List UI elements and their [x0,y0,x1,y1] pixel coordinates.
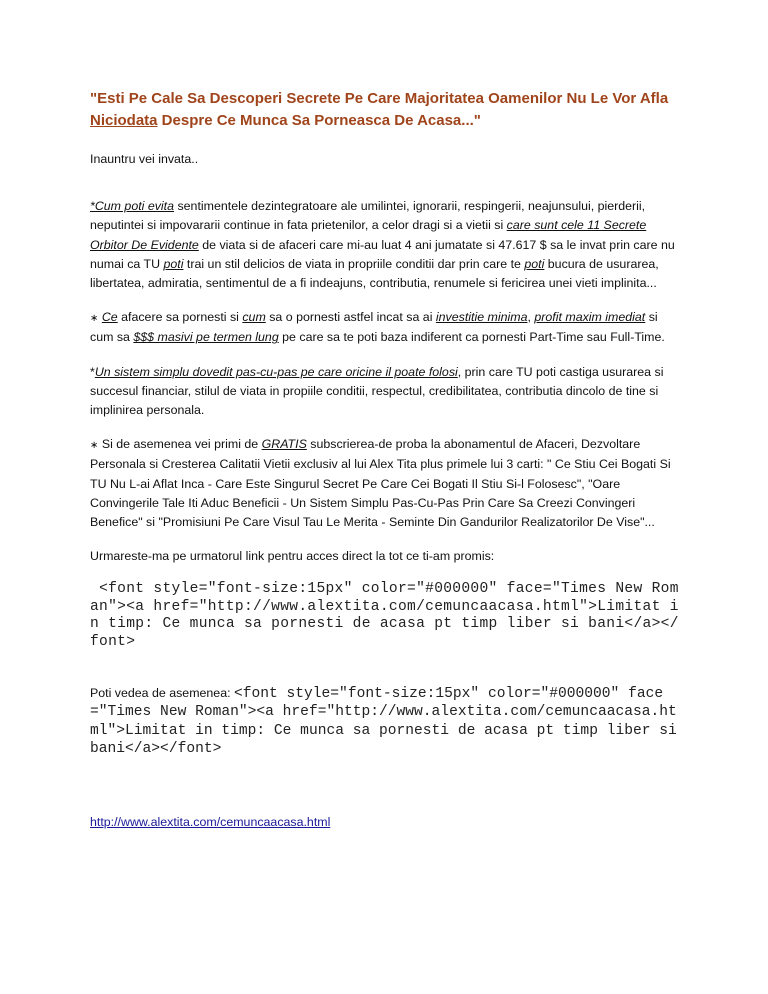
code-snippet-2: <font style="font-size:15px" color="#000000" face="Times New Roman"><a href="http://www.alextita.com/cemuncaacasa.html">Limitat in timp: Ce munca sa pornesti de acasa pt timp liber si bani</a></font> [90,686,677,758]
p2-text-4: si cum sa [90,310,658,345]
p2-text-1: afacere sa pornesti si [117,310,243,325]
p1-text-4: bucura de usurarea, libertatea, admiratia, sentimentul de a fi indeajuns, contributia, renumele si fericirea unei vieti implinita... [90,256,659,291]
p4-emphasis-gratis: GRATIS [261,437,307,452]
p2-emphasis-investitie: investitie minima [435,310,528,325]
p3-text-1: , prin care TU poti castiga usurarea si succesul financiar, stilul de viata in propiile conditii, respectul, credibilitatea, contributia dincolo de tine si implinirea personala. [90,364,664,418]
p2-emphasis-dollars: $$$ masivi pe termen lung [133,330,279,345]
p2-emphasis-cum: cum [242,310,266,325]
p3-star: * [90,364,95,379]
p2-emphasis-profit: profit maxim imediat [534,310,646,325]
p1-text-2: de viata si de afaceri care mi-au luat 4 ani jumatate si 47.617 $ sa le invat prin care nu numai ca TU [90,237,675,271]
paragraph-3 [90,363,680,421]
see-also-paragraph [90,685,680,759]
paragraph-2 [90,308,680,347]
intro-text: Inauntru vei invata.. [90,152,199,166]
p3-emphasis-sistem: Un sistem simplu dovedit pas-cu-pas pe care oricine il poate folosi [94,364,458,379]
p4-text-1: subscrierea-de proba la abonamentul de Afaceri, Dezvoltare Personala si Cresterea Calitatii Vietii exclusiv al lui Alex Tita plus primele lui 3 carti: " Ce Stiu Cei Bogati Si TU Nu L-ai Aflat Inca - Care Este Singurul Secret Pe Care Cei Bogati Il Stiu Si-l Folosesc", "Oare Convingerile Tale Iti Aduc Beneficii - Un Sistem Simplu Pas-Cu-Pas Prin Care Sa Creezi Convingeri Benefice" si "Promisiuni Pe Care Visul Tau Le Merita - Seminte Din Gandurilor Realizatorilor De Vise"... [90,437,671,530]
p1-text-1: sentimentele dezintegratoare ale umilintei, ignorarii, respingerii, neajunsului, pierderii, neputintei si impovararii continue in fata prietenilor, a celor dragi si a vietii si [90,199,646,233]
title-text-2: Despre Ce Munca Sa Porneasca De Acasa..." [157,112,481,129]
p2-emphasis-ce: Ce [101,310,118,325]
paragraph-4 [90,435,680,532]
bullet-icon: ∗ [90,313,99,325]
code-snippet-1: <font style="font-size:15px" color="#000000" face="Times New Roman"><a href="http://www.alextita.com/cemuncaacasa.html">Limitat in timp: Ce munca sa pornesti de acasa pt timp liber si bani</a></font> [90,581,679,650]
title-text-1: "Esti Pe Cale Sa Descoperi Secrete Pe Care Majoritatea Oamenilor Nu Le Vor Afla [90,90,669,107]
document-page [90,88,680,832]
see-also-label: Poti vedea de asemenea: [90,686,234,701]
p2-text-2: sa o pornesti astfel incat sa ai [265,310,436,325]
p1-emphasis-poti-1: poti [163,256,184,271]
p2-text-3: , [527,310,535,325]
bullet-icon: ∗ [90,440,99,452]
p1-emphasis-lead: *Cum poti evita [90,199,175,214]
title-underlined-word: Niciodata [90,112,158,129]
p4-text-0: Si de asemenea vei primi de [98,437,262,452]
page-title [90,88,680,132]
paragraph-1 [90,197,680,293]
p1-emphasis-poti-2: poti [524,256,545,271]
follow-text: Urmareste-ma pe urmatorul link pentru acces direct la tot ce ti-am promis: [90,549,495,564]
p1-emphasis-secrets: care sunt cele 11 Secrete Orbitor De Evidente [90,218,647,252]
url-link[interactable]: http://www.alextita.com/cemuncaacasa.html [90,814,331,829]
p1-text-3: trai un stil delicios de viata in propriile conditii dar prin care te [183,256,525,271]
p2-text-5: pe care sa te poti baza indiferent ca pornesti Part-Time sau Full-Time. [278,330,665,345]
url-paragraph [90,813,680,832]
